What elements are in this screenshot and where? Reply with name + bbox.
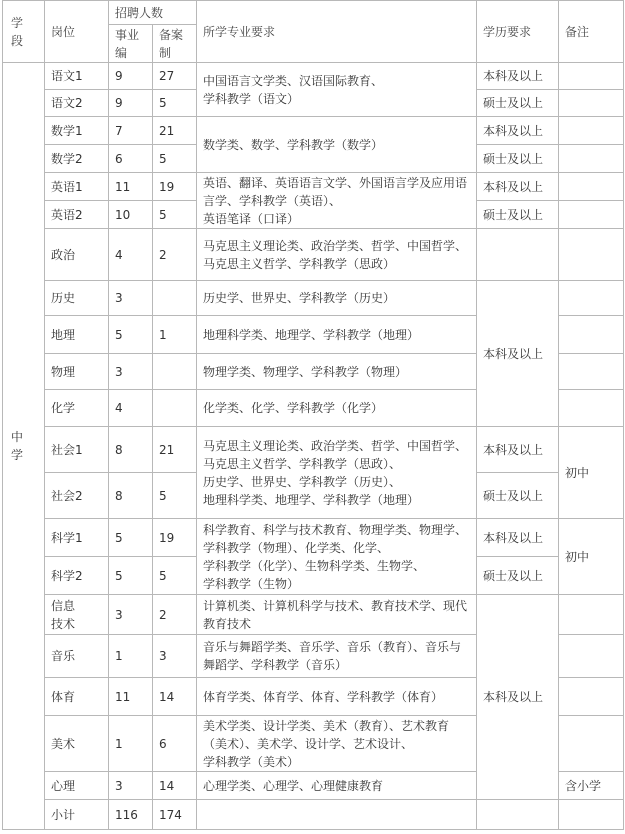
education-cell: 硕士及以上 bbox=[477, 145, 559, 173]
major-cell: 化学类、化学、学科教学（化学） bbox=[197, 390, 477, 427]
major-cell: 马克思主义理论类、政治学类、哲学、中国哲学、 马克思主义哲学、学科教学（思政）、 历史学、世界史、学科教学（历史）、 地理科学类、地理学、学科教学（地理） bbox=[197, 427, 477, 519]
formal-count: 5 bbox=[109, 316, 153, 354]
post-cell: 社会2 bbox=[45, 473, 109, 519]
filed-count: 27 bbox=[153, 63, 197, 90]
remark-cell: 初中 bbox=[559, 519, 624, 595]
remark-cell bbox=[559, 63, 624, 90]
post-cell: 科学2 bbox=[45, 557, 109, 595]
filed-count: 14 bbox=[153, 678, 197, 716]
filed-count bbox=[153, 354, 197, 390]
post-cell: 美术 bbox=[45, 716, 109, 772]
header-formal-staff: 事业 编 bbox=[109, 25, 153, 63]
post-cell: 信息 技术 bbox=[45, 595, 109, 635]
filed-count: 5 bbox=[153, 557, 197, 595]
header-education: 学历要求 bbox=[477, 1, 559, 63]
post-cell: 英语1 bbox=[45, 173, 109, 201]
major-cell: 地理科学类、地理学、学科教学（地理） bbox=[197, 316, 477, 354]
education-cell: 本科及以上 bbox=[477, 281, 559, 427]
formal-count: 10 bbox=[109, 201, 153, 229]
major-cell: 音乐与舞蹈学类、音乐学、音乐（教育）、音乐与 舞蹈学、学科教学（音乐） bbox=[197, 635, 477, 678]
filed-count: 14 bbox=[153, 772, 197, 800]
filed-count: 5 bbox=[153, 145, 197, 173]
education-cell bbox=[477, 800, 559, 830]
education-cell: 硕士及以上 bbox=[477, 201, 559, 229]
remark-cell bbox=[559, 117, 624, 145]
header-position: 岗位 bbox=[45, 1, 109, 63]
formal-count: 1 bbox=[109, 635, 153, 678]
formal-count: 8 bbox=[109, 427, 153, 473]
filed-count: 1 bbox=[153, 316, 197, 354]
remark-cell bbox=[559, 800, 624, 830]
filed-count: 19 bbox=[153, 519, 197, 557]
education-cell: 本科及以上 bbox=[477, 595, 559, 800]
education-cell: 本科及以上 bbox=[477, 63, 559, 90]
post-cell: 英语2 bbox=[45, 201, 109, 229]
formal-count: 11 bbox=[109, 678, 153, 716]
formal-count: 5 bbox=[109, 519, 153, 557]
filed-count: 21 bbox=[153, 427, 197, 473]
header-stage: 学 段 bbox=[3, 1, 45, 63]
filed-count: 5 bbox=[153, 473, 197, 519]
formal-count: 7 bbox=[109, 117, 153, 145]
major-cell: 物理学类、物理学、学科教学（物理） bbox=[197, 354, 477, 390]
formal-count: 4 bbox=[109, 390, 153, 427]
post-cell: 语文1 bbox=[45, 63, 109, 90]
post-cell: 科学1 bbox=[45, 519, 109, 557]
post-cell: 数学1 bbox=[45, 117, 109, 145]
remark-cell bbox=[559, 201, 624, 229]
post-cell: 心理 bbox=[45, 772, 109, 800]
major-cell: 科学教育、科学与技术教育、物理学类、物理学、 学科教学（物理）、化学类、化学、 学科教学（化学）、生物科学类、生物学、 学科教学（生物） bbox=[197, 519, 477, 595]
education-cell: 硕士及以上 bbox=[477, 557, 559, 595]
formal-count: 9 bbox=[109, 90, 153, 117]
subtotal-label: 小计 bbox=[45, 800, 109, 830]
filed-count: 19 bbox=[153, 173, 197, 201]
remark-cell bbox=[559, 354, 624, 390]
education-cell: 硕士及以上 bbox=[477, 473, 559, 519]
formal-count: 3 bbox=[109, 281, 153, 316]
remark-cell bbox=[559, 281, 624, 316]
filed-count: 6 bbox=[153, 716, 197, 772]
post-cell: 语文2 bbox=[45, 90, 109, 117]
major-cell bbox=[197, 800, 477, 830]
filed-count: 2 bbox=[153, 229, 197, 281]
post-cell: 物理 bbox=[45, 354, 109, 390]
header-major-requirement: 所学专业要求 bbox=[197, 1, 477, 63]
post-cell: 政治 bbox=[45, 229, 109, 281]
stage-cell: 中 学 bbox=[3, 63, 45, 830]
header-remark: 备注 bbox=[559, 1, 624, 63]
filed-count: 5 bbox=[153, 201, 197, 229]
header-filed-staff: 备案 制 bbox=[153, 25, 197, 63]
remark-cell: 初中 bbox=[559, 427, 624, 519]
education-cell: 本科及以上 bbox=[477, 427, 559, 473]
education-cell: 本科及以上 bbox=[477, 117, 559, 145]
header-recruit-count: 招聘人数 bbox=[109, 1, 197, 25]
formal-count: 5 bbox=[109, 557, 153, 595]
formal-count: 6 bbox=[109, 145, 153, 173]
major-cell: 马克思主义理论类、政治学类、哲学、中国哲学、 马克思主义哲学、学科教学（思政） bbox=[197, 229, 477, 281]
post-cell: 化学 bbox=[45, 390, 109, 427]
formal-count: 3 bbox=[109, 595, 153, 635]
subtotal-filed: 174 bbox=[153, 800, 197, 830]
formal-count: 4 bbox=[109, 229, 153, 281]
recruitment-table bbox=[2, 0, 624, 830]
formal-count: 3 bbox=[109, 772, 153, 800]
subtotal-formal: 116 bbox=[109, 800, 153, 830]
remark-cell bbox=[559, 90, 624, 117]
post-cell: 地理 bbox=[45, 316, 109, 354]
major-cell: 美术学类、设计学类、美术（教育）、艺术教育 （美术）、美术学、设计学、艺术设计、 学科教学（美术） bbox=[197, 716, 477, 772]
major-cell: 英语、翻译、英语语言文学、外国语言学及应用语言学、学科教学（英语）、 英语笔译（口译） bbox=[197, 173, 477, 229]
remark-cell bbox=[559, 173, 624, 201]
filed-count: 21 bbox=[153, 117, 197, 145]
education-cell: 硕士及以上 bbox=[477, 90, 559, 117]
remark-cell: 含小学 bbox=[559, 772, 624, 800]
post-cell: 数学2 bbox=[45, 145, 109, 173]
formal-count: 8 bbox=[109, 473, 153, 519]
major-cell: 体育学类、体育学、体育、学科教学（体育） bbox=[197, 678, 477, 716]
filed-count bbox=[153, 390, 197, 427]
formal-count: 9 bbox=[109, 63, 153, 90]
post-cell: 体育 bbox=[45, 678, 109, 716]
education-cell: 本科及以上 bbox=[477, 519, 559, 557]
education-cell: 本科及以上 bbox=[477, 173, 559, 201]
formal-count: 11 bbox=[109, 173, 153, 201]
filed-count: 5 bbox=[153, 90, 197, 117]
remark-cell bbox=[559, 635, 624, 678]
remark-cell bbox=[559, 145, 624, 173]
formal-count: 3 bbox=[109, 354, 153, 390]
remark-cell bbox=[559, 716, 624, 772]
major-cell: 历史学、世界史、学科教学（历史） bbox=[197, 281, 477, 316]
filed-count: 3 bbox=[153, 635, 197, 678]
major-cell: 数学类、数学、学科教学（数学） bbox=[197, 117, 477, 173]
remark-cell bbox=[559, 595, 624, 635]
remark-cell bbox=[559, 316, 624, 354]
remark-cell bbox=[559, 678, 624, 716]
post-cell: 历史 bbox=[45, 281, 109, 316]
education-cell bbox=[477, 229, 559, 281]
formal-count: 1 bbox=[109, 716, 153, 772]
filed-count: 2 bbox=[153, 595, 197, 635]
remark-cell bbox=[559, 390, 624, 427]
major-cell: 中国语言文学类、汉语国际教育、 学科教学（语文） bbox=[197, 63, 477, 117]
major-cell: 计算机类、计算机科学与技术、教育技术学、现代 教育技术 bbox=[197, 595, 477, 635]
remark-cell bbox=[559, 229, 624, 281]
filed-count bbox=[153, 281, 197, 316]
post-cell: 音乐 bbox=[45, 635, 109, 678]
post-cell: 社会1 bbox=[45, 427, 109, 473]
major-cell: 心理学类、心理学、心理健康教育 bbox=[197, 772, 477, 800]
